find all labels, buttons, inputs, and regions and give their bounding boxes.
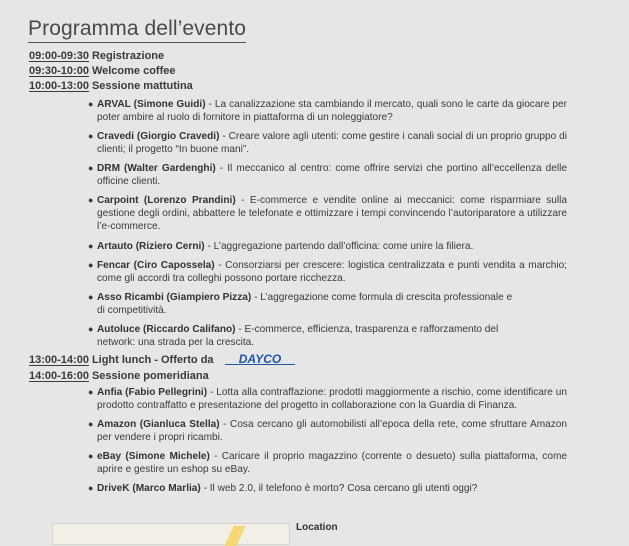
talk-item <box>88 386 567 412</box>
talk-item <box>88 194 567 234</box>
talk-speaker: Amazon (Gianluca Stella) <box>97 419 220 430</box>
talk-speaker: DRM (Walter Gardenghi) <box>97 163 216 174</box>
schedule-time: 09:30-10:00 <box>29 65 89 77</box>
talk-item <box>88 450 567 476</box>
map-road <box>224 526 245 546</box>
schedule-label: Light lunch - Offerto da <box>91 354 214 366</box>
bullet-icon: ● <box>88 324 94 334</box>
bullet-icon: ● <box>88 99 94 109</box>
schedule-label: Sessione mattutina <box>91 80 193 92</box>
talk-text: - Il meccanico al centro: come offrire servizi che portino all’eccellenza delle officine clienti. <box>97 163 568 188</box>
talk-item <box>88 323 502 349</box>
dayco-logo-text: DAYCO <box>238 352 281 367</box>
talk-text: - Lotta alla contraffazione: prodotti maggiormente a rischio, come identificare un prodotto contraffatto e presentazione del progetto in collaborazione con la Guardia di Finanza. <box>97 387 567 412</box>
schedule-row <box>29 353 297 367</box>
talk-speaker: Anfia (Fabio Pellegrini) <box>97 387 208 398</box>
talk-speaker: Carpoint (Lorenzo Prandini) <box>97 195 236 206</box>
talk-item <box>88 98 568 124</box>
bullet-icon: ● <box>88 451 94 461</box>
talk-text: - L’aggregazione partendo dall’officina: come unire la filiera. <box>204 241 474 252</box>
schedule-time: 10:00-13:00 <box>29 80 89 92</box>
schedule-label: Sessione pomeridiana <box>91 370 209 382</box>
talk-item <box>88 162 568 188</box>
schedule-time: 13:00-14:00 <box>29 354 89 366</box>
talk-text: - Cosa cercano gli automobilisti all’epoca della rete, come sfruttare Amazon per vendere i propri ricambi. <box>97 419 567 444</box>
bullet-icon: ● <box>88 387 94 397</box>
bullet-icon: ● <box>88 483 94 493</box>
schedule-time: 14:00-16:00 <box>29 370 89 382</box>
talk-speaker: Artauto (Riziero Cerni) <box>97 241 205 252</box>
talk-speaker: Asso Ricambi (Giampiero Pizza) <box>97 292 252 303</box>
talk-speaker: Fencar (Ciro Capossela) <box>97 260 215 271</box>
talk-item <box>88 418 567 444</box>
talk-speaker: Autoluce (Riccardo Califano) <box>97 324 236 335</box>
talk-text: - E-commerce, efficienza, trasparenza e rafforzamento del network: una strada per la crescita. <box>97 324 499 349</box>
talk-item <box>88 259 567 285</box>
talk-speaker: ARVAL (Simone Guidi) <box>97 99 206 110</box>
location-map[interactable] <box>52 523 290 545</box>
bullet-icon: ● <box>88 131 94 141</box>
talk-text: - Il web 2.0, il telefono è morto? Cosa cercano gli utenti oggi? <box>200 483 478 494</box>
talk-text: - L’aggregazione come formula di crescita professionale e di competitività. <box>97 292 513 317</box>
talk-item <box>88 240 567 253</box>
talk-text: - La canalizzazione sta cambiando il mercato, quali sono le carte da giocare per poter ambire al ruolo di fornitore in piattaforma di un noleggiatore? <box>97 99 568 124</box>
talk-speaker: eBay (Simone Michele) <box>97 451 210 462</box>
talk-speaker: Cravedi (Giorgio Cravedi) <box>97 131 220 142</box>
location-heading: Location <box>296 522 338 533</box>
talk-speaker: DriveK (Marco Marlia) <box>97 483 201 494</box>
bullet-icon: ● <box>88 292 94 302</box>
schedule-row <box>29 369 209 383</box>
talk-item <box>88 130 568 156</box>
schedule-time: 09:00-09:30 <box>29 50 89 62</box>
talk-text: - Creare valore agli utenti: come gestire i canali social di un proprio gruppo di clienti; il progetto “In buone mani”. <box>97 131 568 156</box>
bullet-icon: ● <box>88 241 94 251</box>
talk-text: - E-commerce e vendite online ai meccanici: come risparmiare sulla gestione degli ordini, abbattere le telefonate e ottimizzare i tempi convincendo l’autoriparatore a utilizzare l’e-commerce. <box>97 195 567 233</box>
talk-text: - Caricare il proprio magazzino (corrente o desueto) sulla piattaforma, come aprire e gestire un eshop su eBay. <box>97 451 567 476</box>
bullet-icon: ● <box>88 195 94 205</box>
bullet-icon: ● <box>88 419 94 429</box>
schedule-row <box>29 79 193 93</box>
schedule-label: Registrazione <box>91 50 165 62</box>
page-title: Programma dell’evento <box>28 17 246 43</box>
schedule-row <box>29 64 176 78</box>
schedule-label: Welcome coffee <box>91 65 176 77</box>
talk-text: - Consorziarsi per crescere: logistica centralizzata e punti vendita a marchio; come gli accordi tra colleghi possono portare ricchezza. <box>97 260 567 285</box>
dayco-logo <box>223 352 297 366</box>
bullet-icon: ● <box>88 260 94 270</box>
talk-item <box>88 291 522 317</box>
bullet-icon: ● <box>88 163 94 173</box>
schedule-row <box>29 49 164 63</box>
talk-item <box>88 482 567 495</box>
